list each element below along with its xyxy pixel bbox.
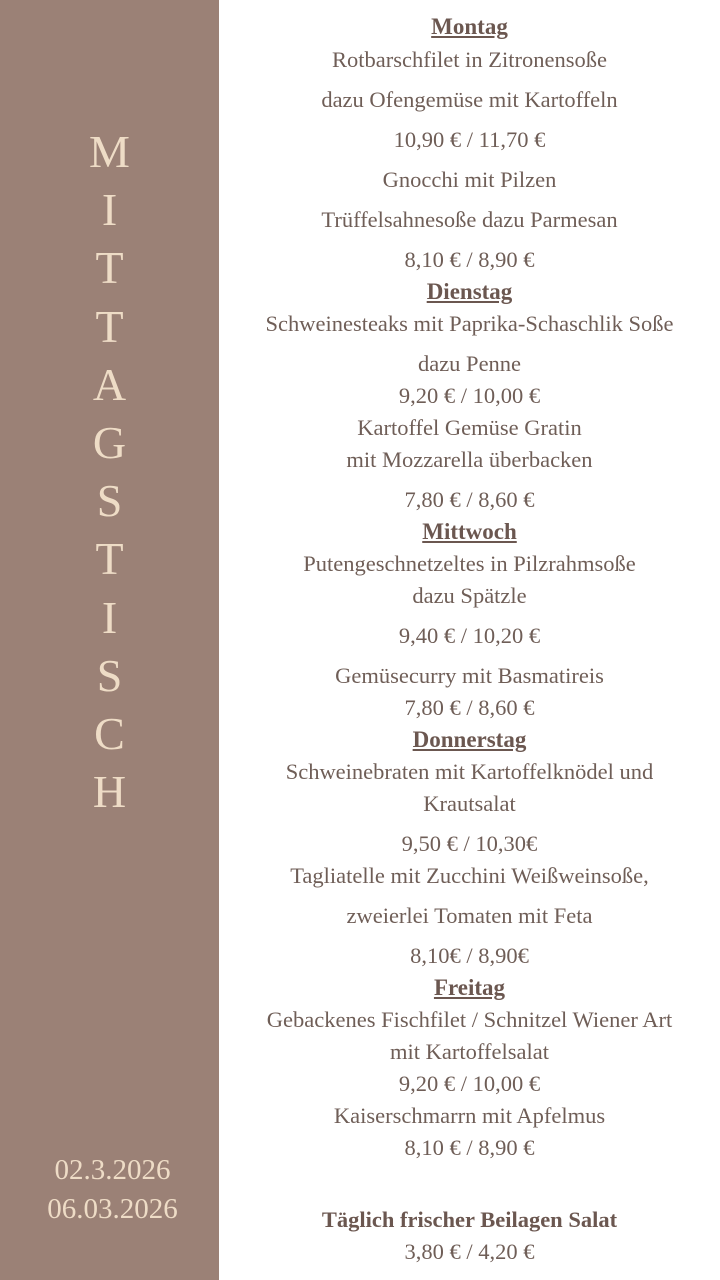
dish-line: Kartoffel Gemüse Gratin <box>357 415 582 440</box>
dish-line: Kaiserschmarrn mit Apfelmus <box>333 1103 606 1128</box>
date-from: 02.3.2026 <box>54 1154 171 1186</box>
dish-line: Putengeschnetzeltes in Pilzrahmsoße <box>303 551 636 576</box>
dish-line: dazu Penne <box>417 351 522 376</box>
sidebar <box>0 0 219 1280</box>
day-heading-mittwoch: Mittwoch <box>422 519 517 544</box>
dish-line: Gebackenes Fischfilet / Schnitzel Wiener Art <box>266 1007 673 1032</box>
title-letter: A <box>92 358 127 410</box>
dish-price: 8,10€ / 8,90€ <box>410 943 529 968</box>
dish-price: 8,10 € / 8,90 € <box>404 247 535 272</box>
title-letter: C <box>94 707 125 759</box>
menu <box>219 0 720 1280</box>
title-letter: S <box>96 649 123 701</box>
dish-price: 8,10 € / 8,90 € <box>404 1135 535 1160</box>
vertical-title <box>0 123 219 821</box>
daily-salad-price: 3,80 € / 4,20 € <box>404 1239 535 1264</box>
dish-price: 7,80 € / 8,60 € <box>404 695 535 720</box>
dish-line: Gnocchi mit Pilzen <box>382 167 557 192</box>
day-heading-dienstag: Dienstag <box>426 279 513 304</box>
dish-line: zweierlei Tomaten mit Feta <box>346 903 593 928</box>
title-letter: I <box>101 184 118 236</box>
dish-line: dazu Spätzle <box>412 583 527 608</box>
title-letter: G <box>92 416 127 468</box>
dish-line: mit Mozzarella überbacken <box>346 447 593 472</box>
dish-price: 7,80 € / 8,60 € <box>404 487 535 512</box>
title-letter: T <box>95 242 124 294</box>
title-letter: I <box>101 591 118 643</box>
dish-line: Schweinesteaks mit Paprika-Schaschlik Soße <box>265 311 674 336</box>
daily-salad-title: Täglich frischer Beilagen Salat <box>321 1207 618 1232</box>
title-letter: T <box>95 300 124 352</box>
dish-line: Schweinebraten mit Kartoffelknödel und <box>285 759 654 784</box>
dish-line: dazu Ofengemüse mit Kartoffeln <box>321 87 618 112</box>
title-letter: M <box>89 126 130 177</box>
day-heading-montag: Montag <box>431 14 508 39</box>
day-heading-freitag: Freitag <box>433 975 506 1000</box>
title-letter: H <box>92 766 127 818</box>
dish-line: Tagliatelle mit Zucchini Weißweinsoße, <box>290 863 649 888</box>
title-letter: T <box>95 533 124 585</box>
dish-price: 10,90 € / 11,70 € <box>393 127 546 152</box>
dish-line: Gemüsecurry mit Basmatireis <box>335 663 604 688</box>
dish-line: Trüffelsahnesoße dazu Parmesan <box>321 207 618 232</box>
date-range <box>0 1151 225 1229</box>
title-letter: S <box>96 475 123 527</box>
dish-line: Rotbarschfilet in Zitronensoße <box>332 47 607 72</box>
day-heading-donnerstag: Donnerstag <box>412 727 527 752</box>
date-to: 06.03.2026 <box>47 1193 178 1225</box>
dish-price: 9,20 € / 10,00 € <box>398 1071 541 1096</box>
dish-line: mit Kartoffelsalat <box>390 1039 549 1064</box>
dish-price: 9,20 € / 10,00 € <box>398 383 541 408</box>
dish-price: 9,40 € / 10,20 € <box>398 623 541 648</box>
dish-price: 9,50 € / 10,30€ <box>401 831 538 856</box>
dish-line: Krautsalat <box>423 791 516 816</box>
